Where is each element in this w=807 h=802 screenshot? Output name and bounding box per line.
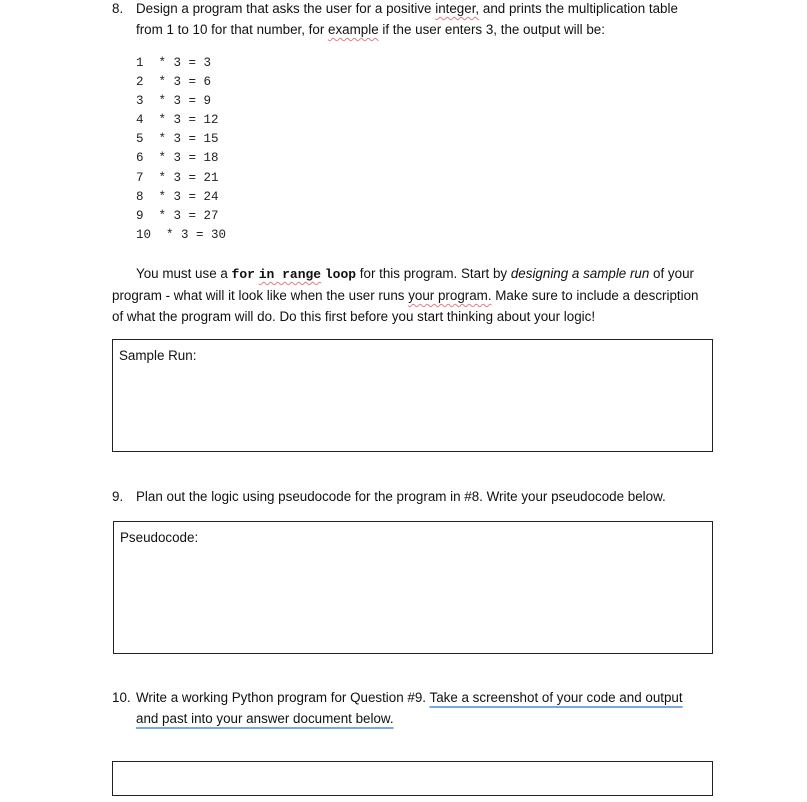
table-row: 4 * 3 = 12 — [136, 113, 219, 128]
table-row: 9 * 3 = 27 — [136, 208, 219, 223]
question-text: Plan out the logic using pseudocode for the program in #8. Write your pseudocode below. — [136, 489, 666, 504]
box-label: Pseudocode: — [120, 530, 199, 545]
grammar-flag: and past into your answer document below. — [136, 711, 394, 726]
code-in-range: in range — [258, 267, 322, 282]
multiplication-table-example — [136, 54, 226, 245]
spellcheck-flag: example — [328, 22, 379, 37]
grammar-flag: Take a screenshot of your code and output — [429, 690, 683, 705]
question-text: Design a program that asks the user for a positive integer, and prints the multiplication table from 1 to 10 for that number, for example if the user enters 3, the output will be: — [136, 1, 678, 37]
question-9 — [112, 486, 712, 507]
table-row: 7 * 3 = 21 — [136, 170, 219, 185]
table-row: 1 * 3 = 3 — [136, 56, 212, 70]
grammar-flag: your program. — [408, 288, 492, 303]
table-row: 2 * 3 = 6 — [136, 75, 212, 90]
table-row: 6 * 3 = 18 — [136, 151, 219, 166]
emphasis-text: designing a sample run — [510, 266, 650, 281]
question-number: 8. — [112, 1, 124, 16]
code-loop: loop — [324, 267, 357, 282]
table-row: 3 * 3 = 9 — [136, 94, 212, 109]
table-row: 10 * 3 = 30 — [136, 227, 227, 242]
table-row: 5 * 3 = 15 — [136, 132, 219, 147]
spellcheck-flag: integer, — [435, 1, 480, 16]
table-row: 8 * 3 = 24 — [136, 189, 219, 204]
question-number: 9. — [112, 489, 124, 504]
sample-run-answer-box[interactable] — [112, 339, 713, 452]
code-for: for — [231, 267, 255, 282]
question-number: 10. — [112, 690, 131, 705]
question-8 — [112, 0, 712, 40]
question-text: Write a working Python program for Question #9. Take a screenshot of your code and output and past into your answer document below. — [136, 690, 683, 726]
pseudocode-answer-box[interactable] — [113, 521, 713, 654]
box-label: Sample Run: — [119, 348, 197, 363]
screenshot-answer-box[interactable] — [112, 761, 713, 796]
instructions-paragraph: You must use a for in range loop for this program. Start by designing a sample run of your program - what will it look like when the user runs your program. Make sure to include a description of what the program will do. Do this first before you start thinking about your logic! — [112, 266, 699, 324]
question-10 — [112, 687, 712, 729]
